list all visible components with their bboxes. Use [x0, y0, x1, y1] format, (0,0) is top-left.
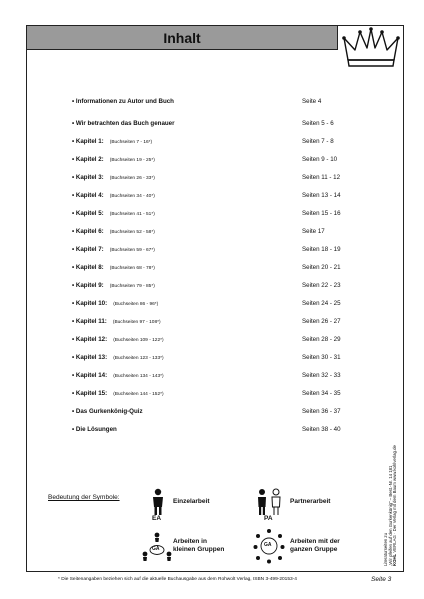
toc-entry-pages: Seiten 5 - 6	[302, 120, 334, 127]
toc-entry-range: (Buchseiten 123 - 133*)	[113, 356, 164, 361]
toc-row	[72, 406, 362, 418]
ea-tag: EA	[152, 515, 162, 522]
toc-row	[72, 118, 362, 130]
toc-row	[72, 388, 362, 400]
toc-row	[72, 280, 362, 292]
label-ganze-gruppe-line-1: Arbeiten mit der	[290, 538, 340, 545]
publisher-sub: VERLAG · Der Verlag mit dem Baum	[392, 482, 398, 553]
toc-entry-pages: Seiten 9 - 10	[302, 156, 338, 163]
toc-row	[72, 298, 362, 310]
toc-entry-pages: Seiten 22 - 23	[302, 282, 341, 289]
label-ganze-gruppe	[290, 538, 340, 554]
label-einzelarbeit: Einzelarbeit	[173, 498, 210, 505]
toc-entry-range: (Buchseiten 144 - 152*)	[113, 392, 164, 397]
toc-row	[72, 154, 362, 166]
toc-entry-range: (Buchseiten 7 - 16*)	[109, 140, 153, 145]
toc-entry-label	[72, 262, 155, 275]
toc-entry-pages: Seiten 36 - 37	[302, 408, 341, 415]
toc-entry-label	[72, 280, 155, 293]
toc-entry-label	[72, 154, 155, 167]
label-partnerarbeit: Partnerarbeit	[290, 498, 331, 505]
publisher-brand: KOHL	[392, 553, 398, 566]
toc-entry-pages: Seiten 11 - 12	[302, 174, 341, 181]
toc-entry-title: • Informationen zu Autor und Buch	[72, 98, 174, 105]
legend-title: Bedeutung der Symbole:	[48, 494, 120, 501]
footnote: * Die Seitenangaben beziehen sich auf die aktuelle Buchausgabe aus dem Rohwolt Verlag, ISBN 3-499-20153-4	[58, 577, 297, 582]
toc-entry-range: (Buchseiten 109 - 122*)	[113, 338, 164, 343]
toc-entry-label	[72, 172, 155, 185]
toc-entry-title: • Kapitel 6:	[72, 228, 104, 235]
toc-entry-range: (Buchseiten 97 - 108*)	[112, 320, 161, 325]
toc-entry-title: • Kapitel 4:	[72, 192, 104, 199]
toc-entry-pages: Seiten 26 - 27	[302, 318, 341, 325]
toc-entry-title: • Kapitel 11:	[72, 318, 107, 325]
toc-row	[72, 370, 362, 382]
two-persons-icon	[256, 488, 282, 516]
toc-entry-label	[72, 316, 161, 329]
toc-entry-title: • Kapitel 5:	[72, 210, 104, 217]
gg-tag: GA	[264, 542, 272, 548]
toc-row	[72, 316, 362, 328]
toc-entry-pages: Seiten 30 - 31	[302, 354, 341, 361]
toc-entry-label	[72, 406, 143, 418]
toc-row	[72, 244, 362, 256]
toc-entry-range: (Buchseiten 68 - 78*)	[109, 266, 155, 271]
label-kleingruppe-line-2: kleinen Gruppen	[173, 546, 225, 553]
toc-entry-pages: Seiten 15 - 16	[302, 210, 341, 217]
toc-entry-title: • Kapitel 12:	[72, 336, 108, 343]
toc-entry-title: • Kapitel 3:	[72, 174, 104, 181]
toc-entry-pages: Seiten 18 - 19	[302, 246, 341, 253]
toc-entry-range: (Buchseiten 26 - 33*)	[109, 176, 155, 181]
title-bar	[26, 25, 338, 50]
toc-entry-pages: Seiten 24 - 25	[302, 300, 341, 307]
label-kleingruppe	[173, 538, 224, 554]
toc-entry-title: • Das Gurkenkönig-Quiz	[72, 408, 143, 415]
page-title: Inhalt	[163, 29, 201, 46]
toc-entry-title: • Kapitel 8:	[72, 264, 104, 271]
toc-entry-range: (Buchseiten 34 - 40*)	[109, 194, 155, 199]
toc-entry-label	[72, 226, 155, 239]
toc-row	[72, 424, 362, 436]
toc-entry-range: (Buchseiten 52 - 58*)	[109, 230, 155, 235]
toc-row	[72, 96, 362, 108]
page-number: Seite 3	[371, 576, 392, 583]
toc-entry-label	[72, 424, 117, 436]
toc-entry-title: • Kapitel 15:	[72, 390, 108, 397]
toc-entry-pages: Seiten 34 - 35	[302, 390, 341, 397]
toc-entry-label	[72, 118, 175, 130]
toc-entry-title: • Kapitel 14:	[72, 372, 108, 379]
toc-row	[72, 334, 362, 346]
toc-entry-range: (Buchseiten 134 - 143*)	[113, 374, 164, 379]
label-kleingruppe-line-1: Arbeiten in	[173, 538, 207, 545]
toc-entry-label	[72, 352, 164, 365]
toc-entry-range: (Buchseiten 79 - 85*)	[109, 284, 155, 289]
symbol-einzelarbeit	[150, 488, 166, 522]
toc-entry-label	[72, 96, 174, 108]
toc-row	[72, 172, 362, 184]
toc-entry-label	[72, 370, 164, 383]
toc-row	[72, 190, 362, 202]
ga-tag: GA	[152, 546, 160, 552]
toc-entry-title: • Kapitel 10:	[72, 300, 108, 307]
pa-tag: PA	[264, 515, 273, 522]
single-person-icon	[150, 488, 166, 516]
toc-row	[72, 262, 362, 274]
toc-entry-pages: Seite 4	[302, 98, 322, 105]
toc-entry-label	[72, 388, 164, 401]
toc-row	[72, 208, 362, 220]
toc-entry-pages: Seiten 28 - 29	[302, 336, 341, 343]
crown-icon	[340, 26, 402, 74]
side-line-2: „Wir pfeifen auf den Gurkenkönig" – Best.-Nr. 14 181	[387, 465, 393, 566]
toc-entry-range: (Buchseiten 41 - 51*)	[109, 212, 155, 217]
toc-entry-pages: Seite 17	[302, 228, 325, 235]
toc-entry-pages: Seiten 20 - 21	[302, 264, 341, 271]
toc-entry-label	[72, 190, 155, 203]
toc-entry-range: (Buchseiten 19 - 25*)	[109, 158, 155, 163]
toc-entry-pages: Seiten 32 - 33	[302, 372, 341, 379]
toc-entry-pages: Seiten 38 - 40	[302, 426, 341, 433]
label-ganze-gruppe-line-2: ganzen Gruppe	[290, 546, 338, 553]
toc-row	[72, 352, 362, 364]
symbol-partnerarbeit	[256, 488, 282, 522]
toc-entry-pages: Seiten 13 - 14	[302, 192, 341, 199]
toc-entry-range: (Buchseiten 86 - 96*)	[113, 302, 159, 307]
toc-entry-title: • Kapitel 13:	[72, 354, 108, 361]
toc-entry-range: (Buchseiten 59 - 67*)	[109, 248, 155, 253]
toc-entry-title: • Kapitel 1:	[72, 138, 104, 145]
toc-entry-label	[72, 334, 164, 347]
toc-entry-pages: Seiten 7 - 8	[302, 138, 334, 145]
toc-entry-title: • Kapitel 9:	[72, 282, 104, 289]
toc-entry-title: • Kapitel 2:	[72, 156, 104, 163]
toc-entry-title: • Kapitel 7:	[72, 246, 104, 253]
publisher-url: www.kohlverlag.de	[392, 445, 398, 481]
toc-entry-title: • Wir betrachten das Buch genauer	[72, 120, 175, 127]
symbol-ganze-gruppe	[253, 528, 285, 564]
toc-entry-label	[72, 244, 155, 257]
side-line-1: Literaturseiten zu	[383, 533, 388, 566]
publisher-side-strip	[384, 378, 398, 566]
toc-row	[72, 226, 362, 238]
toc-entry-title: • Die Lösungen	[72, 426, 117, 433]
toc-entry-label	[72, 298, 158, 311]
toc-entry-label	[72, 208, 155, 221]
symbol-kleingruppe	[140, 532, 174, 562]
toc-row	[72, 136, 362, 148]
toc-entry-label	[72, 136, 152, 149]
